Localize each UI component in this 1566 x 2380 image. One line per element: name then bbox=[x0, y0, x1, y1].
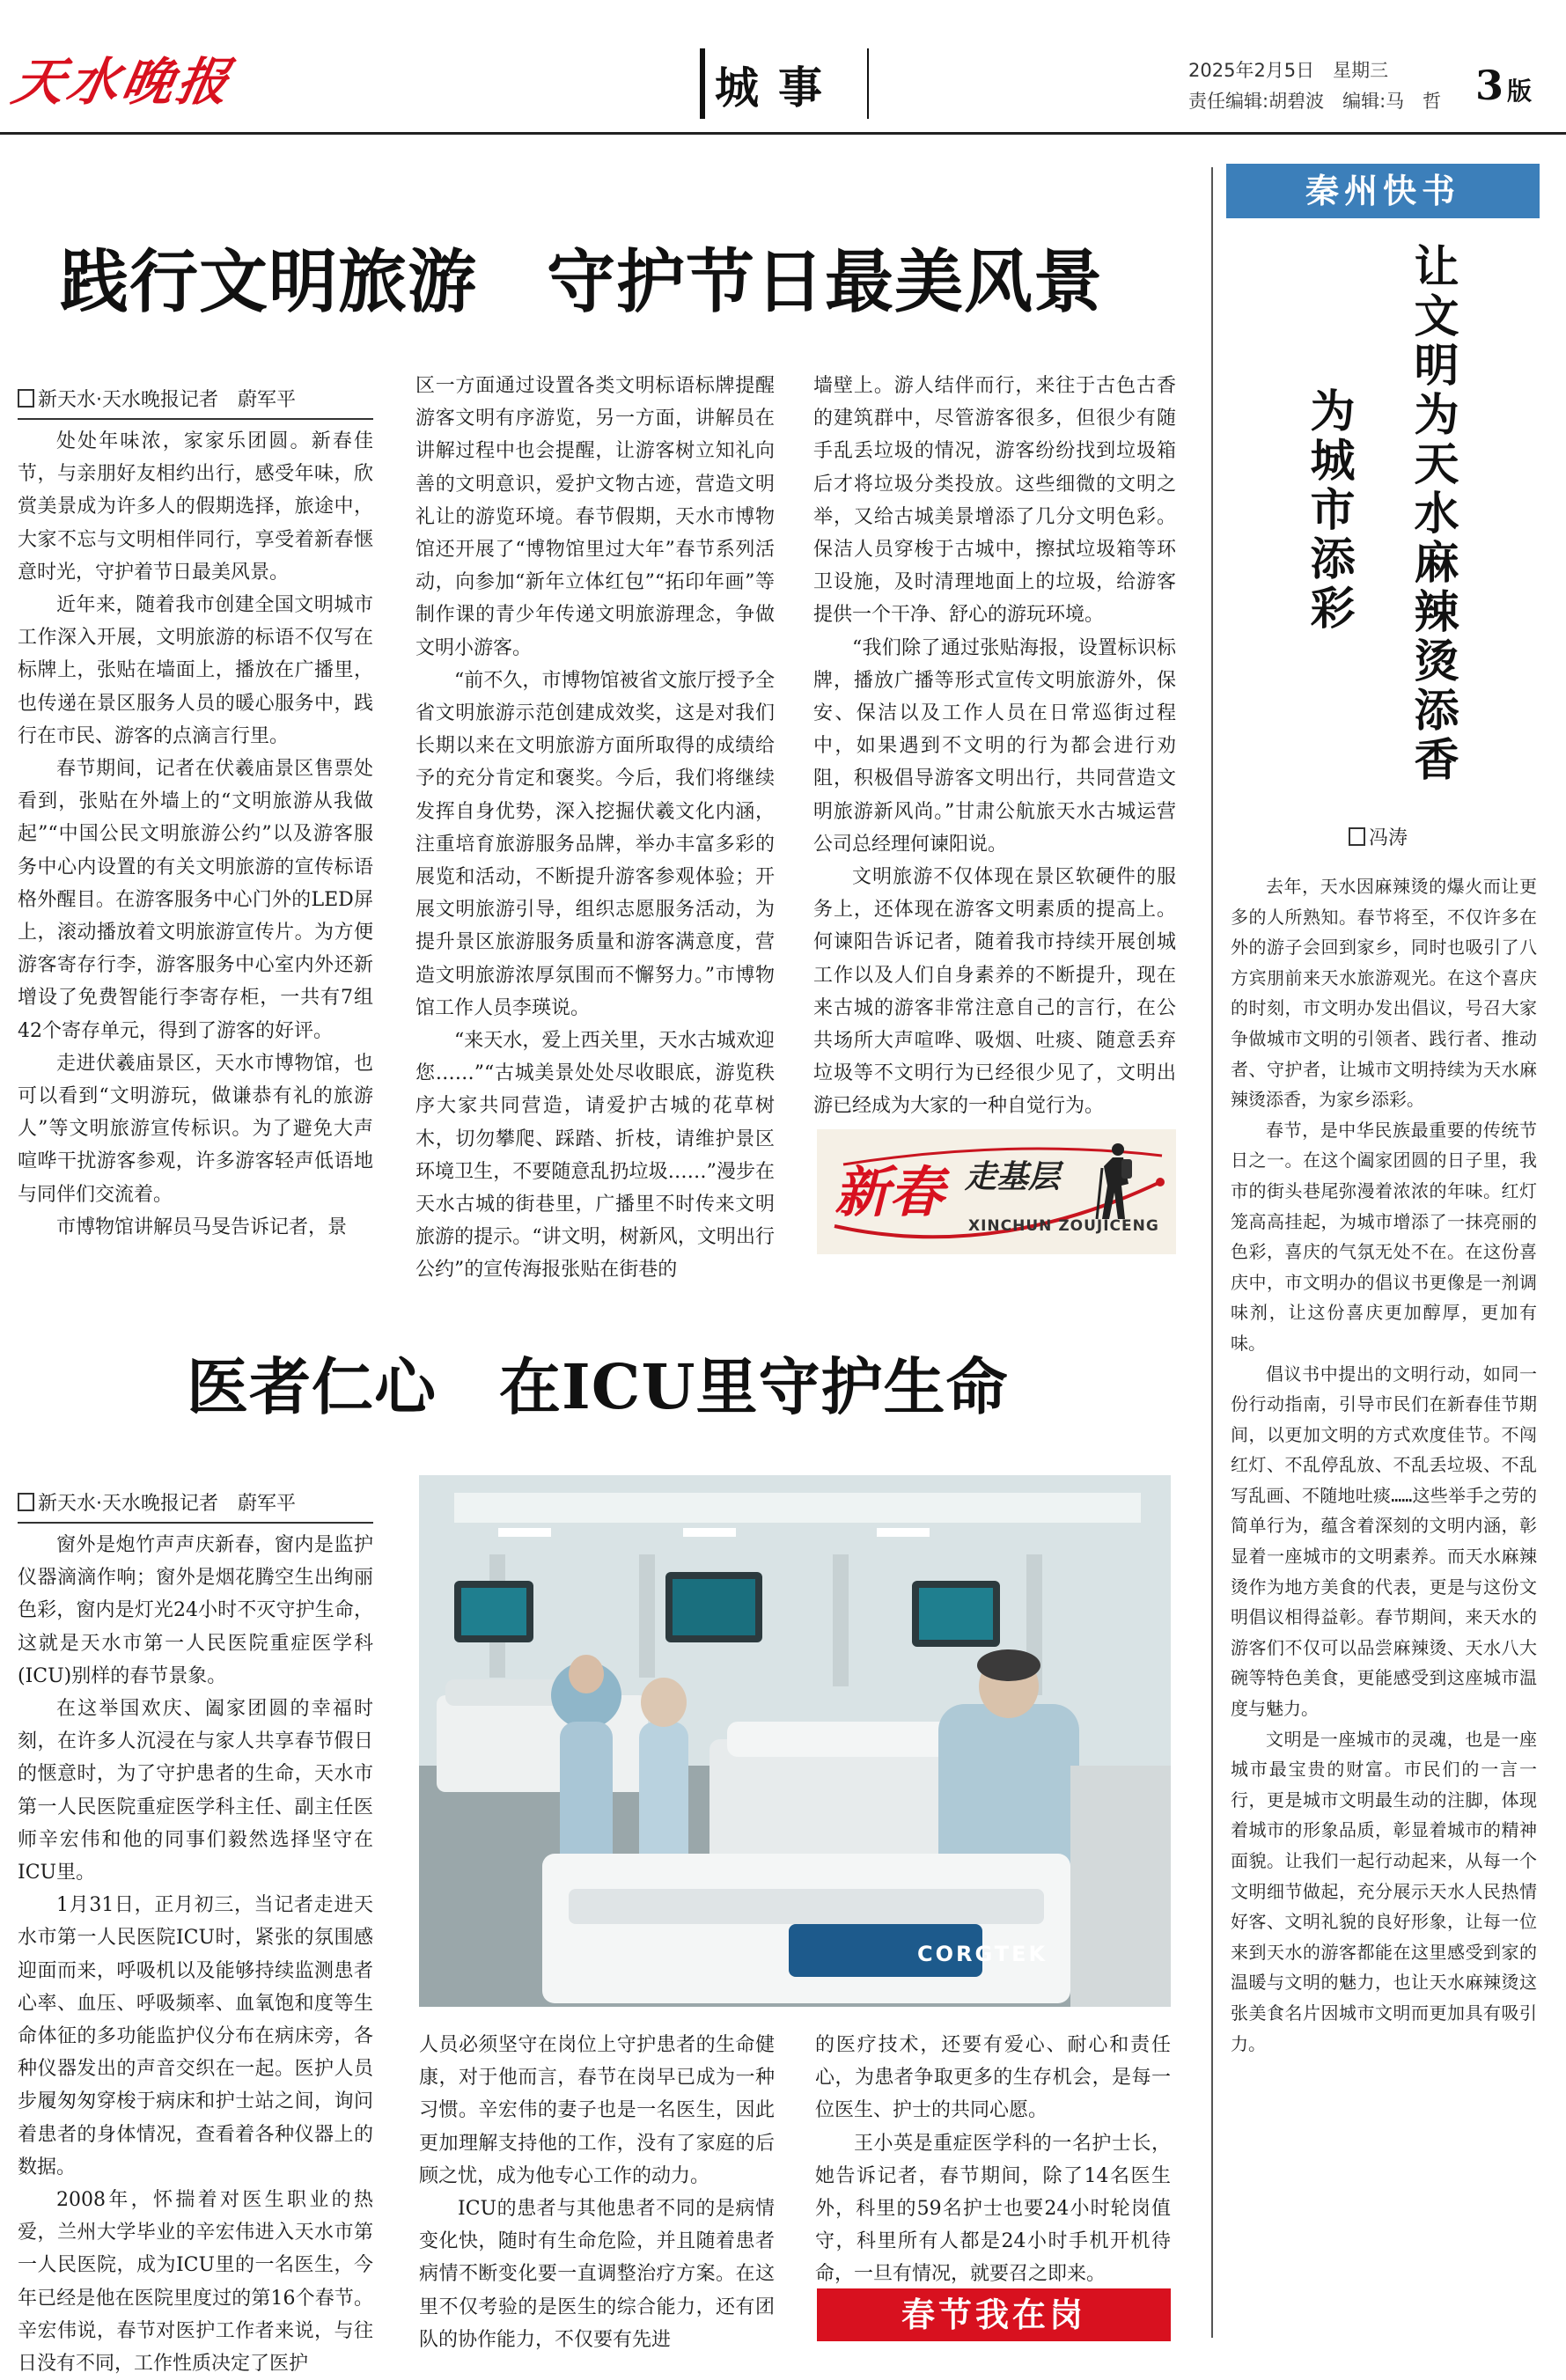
hiker-icon bbox=[1095, 1142, 1137, 1226]
byline-box-icon bbox=[18, 389, 34, 408]
section-bracket-right bbox=[867, 48, 869, 119]
photo-monitor-label: CORGTEK bbox=[917, 1942, 1048, 1966]
sidebar-title-line2: 为城市添彩 bbox=[1302, 387, 1355, 634]
paragraph: “我们除了通过张贴海报，设置标识标牌，播放广播等形式宣传文明旅游外，保安、保洁以及工作人员在日常巡街过程中，如果遇到不文明的行为都会进行劝阻，积极倡导游客文明出行，共同营造文明旅游新风尚。”甘肃公航旅天水古城运营公司总经理何谏阳说。 bbox=[813, 636, 1176, 856]
xinchun-zoujiceng-badge bbox=[817, 1129, 1176, 1254]
section-title: 城事 bbox=[715, 62, 842, 114]
paragraph: 人员必须坚守在岗位上守护患者的生命健康，对于他而言，春节在岗早已成为一种习惯。辛宏伟的妻子也是一名医生，因此更加理解支持他的工作，没有了家庭的后顾之忧，成为他专心工作的动力。 bbox=[419, 2034, 775, 2187]
paragraph: 的医疗技术，还要有爱心、耐心和责任心，为患者争取更多的生存机会，是每一位医生、护士的共同心愿。 bbox=[815, 2034, 1171, 2122]
badge-sub-text: 走基层 bbox=[965, 1158, 1061, 1195]
date-line: 2025年2月5日 星期三 bbox=[1188, 60, 1389, 81]
headline-article2: 医者仁心 在ICU里守护生命 bbox=[187, 1350, 1009, 1423]
sidebar-title-line1: 让文明为天水麻辣烫添香 bbox=[1406, 243, 1459, 785]
on-duty-banner-text: 春节我在岗 bbox=[901, 2295, 1086, 2334]
article2-column-3 bbox=[815, 2029, 1171, 2291]
masthead-logo: 天水晚报 bbox=[8, 52, 238, 112]
article2-column-2 bbox=[419, 2029, 775, 2356]
paragraph: 区一方面通过设置各类文明标语标牌提醒游客文明有序游览，另一方面，讲解员在讲解过程中也会提醒，让游客树立知礼向善的文明意识，爱护文物古迹，营造文明礼让的游览环境。春节假期，天水市博物馆还开展了“博物馆里过大年”春节系列活动，向参加“新年立体红包”“拓印年画”等制作课的青少年传递文明旅游理念，争做文明小游客。 bbox=[415, 375, 775, 659]
sidebar-rule bbox=[1211, 167, 1213, 2338]
paragraph: 走进伏羲庙景区，天水市博物馆，也可以看到“文明游玩，做谦恭有礼的旅游人”等文明旅游宣传标识。为了避免大声喧哗干扰游客参观，许多游客轻声低语地与同伴们交流着。 bbox=[18, 1052, 373, 1206]
icu-photo bbox=[419, 1475, 1171, 2007]
sidebar-author: 冯涛 bbox=[1349, 823, 1408, 850]
byline-box-icon bbox=[18, 1493, 34, 1511]
paragraph: 窗外是炮竹声声庆新春，窗内是监护仪器滴滴作响；窗外是烟花腾空生出绚丽色彩，窗内是灯光24小时不灭守护生命，这就是天水市第一人民医院重症医学科(ICU)别样的春节景象。 bbox=[18, 1534, 373, 1687]
badge-main-text: 新春 bbox=[834, 1160, 945, 1224]
article1-column-2 bbox=[415, 370, 775, 1287]
paragraph: 文明旅游不仅体现在景区软硬件的服务上，还体现在游客文明素质的提高上。何谏阳告诉记者，随着我市持续开展创城工作以及人们自身素养的不断提升，现在来古城的游客非常注意自己的言行，在公共场所大声喧哗、吸烟、吐痰、随意丢弃垃圾等不文明行为已经很少见了，文明出游已经成为大家的一种自觉行为。 bbox=[813, 866, 1176, 1118]
paragraph: 2008年，怀揣着对医生职业的热爱，兰州大学毕业的辛宏伟进入天水市第一人民医院，成为ICU里的一名医生，今年已经是他在医院里度过的第16个春节。辛宏伟说，春节对医护工作者来说，与往日没有不同，工作性质决定了医护 bbox=[18, 2189, 373, 2376]
paragraph: 1月31日，正月初三，当记者走进天水市第一人民医院ICU时，紧张的氛围感迎面而来，呼吸机以及能够持续监测患者心率、血压、呼吸频率、血氧饱和度等生命体征的多功能监护仪分布在病床旁，各种仪器发出的声音交织在一起。医护人员步履匆匆穿梭于病床和护士站之间，询问着患者的身体情况，查看着各种仪器上的数据。 bbox=[18, 1894, 373, 2178]
paragraph: 在这举国欢庆、阖家团圆的幸福时刻，在许多人沉浸在与家人共享春节假日的惬意时，为了守护患者的生命，天水市第一人民医院重症医学科主任、副主任医师辛宏伟和他的同事们毅然选择坚守在ICU里。 bbox=[18, 1698, 373, 1884]
badge-dot bbox=[1156, 1178, 1165, 1186]
sidebar-column-header bbox=[1226, 164, 1540, 218]
on-duty-banner bbox=[817, 2288, 1171, 2341]
icu-photo-illustration bbox=[419, 1475, 1171, 2007]
sidebar-column-title: 秦州快书 bbox=[1305, 171, 1460, 210]
article1-column-1 bbox=[18, 384, 373, 1244]
page-number: 3 bbox=[1475, 62, 1504, 109]
sidebar-body bbox=[1231, 871, 1537, 2059]
badge-pinyin: XINCHUN ZOUJICENG bbox=[968, 1217, 1159, 1235]
paragraph: 春节期间，记者在伏羲庙景区售票处看到，张贴在外墙上的“文明旅游从我做起”“中国公民文明旅游公约”以及游客服务中心内设置的有关文明旅游的宣传标语格外醒目。在游客服务中心门外的LED屏上，滚动播放着文明旅游宣传片。为方便游客寄存行李，游客服务中心室内外还新增设了免费智能行李寄存柜，一共有7组42个寄存单元，得到了游客的好评。 bbox=[18, 758, 373, 1042]
paragraph: 文明是一座城市的灵魂，也是一座城市最宝贵的财富。市民们的一言一行，更是城市文明最生动的注脚，体现着城市的形象品质，彰显着城市的精神面貌。让我们一起行动起来，从每一个文明细节做起，充分展示天水人民热情好客、文明礼貌的良好形象，让每一位来到天水的游客都能在这里感受到家的温暖与文明的魅力，也让天水麻辣烫这张美食名片因城市文明而更加具有吸引力。 bbox=[1231, 1728, 1537, 2054]
paragraph: 近年来，随着我市创建全国文明城市工作深入开展，文明旅游的标语不仅写在标牌上，张贴在墙面上，播放在广播里，也传递在景区服务人员的暖心服务中，践行在市民、游客的点滴言行里。 bbox=[18, 594, 373, 747]
editors-line: 责任编辑:胡碧波 编辑:马 哲 bbox=[1188, 91, 1442, 112]
byline-article2: 新天水·天水晚报记者 蔚军平 bbox=[18, 1488, 373, 1524]
paragraph: 处处年味浓，家家乐团圆。新春佳节，与亲朋好友相约出行，感受年味，欣赏美景成为许多人的假期选择，旅途中，大家不忘与文明相伴同行，享受着新春惬意时光，守护着节日最美风景。 bbox=[18, 430, 373, 584]
paragraph: 去年，天水因麻辣烫的爆火而让更多的人所熟知。春节将至，不仅许多在外的游子会回到家乡，同时也吸引了八方宾朋前来天水旅游观光。在这个喜庆的时刻，市文明办发出倡议，号召大家争做城市文明的引领者、践行者、推动者、守护者，让城市文明持续为天水麻辣烫添香，为家乡添彩。 bbox=[1231, 876, 1537, 1111]
section-bracket-left bbox=[700, 48, 705, 119]
page-unit: 版 bbox=[1507, 77, 1533, 106]
article2-column-1 bbox=[18, 1488, 373, 2380]
paragraph: 春节，是中华民族最重要的传统节日之一。在这个阖家团圆的日子里，我市的街头巷尾弥漫着浓浓的年味。红灯笼高高挂起，为城市增添了一抹亮丽的色彩，喜庆的气氛无处不在。在这份喜庆中，市文明办的倡议书更像是一剂调味剂，让这份喜庆更加醇厚，更加有味。 bbox=[1231, 1119, 1537, 1354]
headline-article1: 践行文明旅游 守护节日最美风景 bbox=[60, 242, 1104, 322]
paragraph: 王小英是重症医学科的一名护士长，她告诉记者，春节期间，除了14名医生外，科里的59名护士也要24小时轮岗值守，科里所有人都是24小时手机开机待命，一旦有情况，就要召之即来。 bbox=[815, 2132, 1171, 2286]
paragraph: 倡议书中提出的文明行动，如同一份行动指南，引导市民们在新春佳节期间，以更加文明的方式欢度佳节。不闯红灯、不乱停乱放、不乱丢垃圾、不乱写乱画、不随地吐痰……这些举手之劳的简单行为，蕴含着深刻的文明内涵，彰显着一座城市的文明素养。而天水麻辣烫作为地方美食的代表，更是与这份文明倡议相得益彰。春节期间，来天水的游客们不仅可以品尝麻辣烫、天水八大碗等特色美食，更能感受到这座城市温度与魅力。 bbox=[1231, 1363, 1537, 1720]
author-box-icon bbox=[1349, 827, 1365, 846]
masthead-rule bbox=[0, 132, 1566, 135]
paragraph: ICU的患者与其他患者不同的是病情变化快，随时有生命危险，并且随着患者病情不断变化要一直调整治疗方案。在这里不仅考验的是医生的综合能力，还有团队的协作能力，不仅要有先进 bbox=[419, 2198, 775, 2351]
paragraph: 市博物馆讲解员马旻告诉记者，景 bbox=[56, 1216, 348, 1238]
paragraph: 墙壁上。游人结伴而行，来往于古色古香的建筑群中，尽管游客很多，但很少有随手乱丢垃圾的情况，游客纷纷找到垃圾箱后才将垃圾分类投放。这些细微的文明之举，又给古城美景增添了几分文明色彩。保洁人员穿梭于古城中，擦拭垃圾箱等环卫设施，及时清理地面上的垃圾，给游客提供一个干净、舒心的游玩环境。 bbox=[813, 375, 1176, 627]
byline-article1: 新天水·天水晚报记者 蔚军平 bbox=[18, 384, 373, 420]
paragraph: “前不久，市博物馆被省文旅厅授予全省文明旅游示范创建成效奖，这是对我们长期以来在文明旅游方面所取得的成绩给予的充分肯定和褒奖。今后，我们将继续发挥自身优势，深入挖掘伏羲文化内涵，注重培育旅游服务品牌，举办丰富多彩的展览和活动，不断提升游客参观体验；开展文明旅游引导，组织志愿服务活动，为提升景区旅游服务质量和游客满意度，营造文明旅游浓厚氛围而不懈努力。”市博物馆工作人员李瑛说。 bbox=[415, 669, 775, 1019]
paragraph: “来天水，爱上西关里，天水古城欢迎您……”“古城美景处处尽收眼底，游览秩序大家共同营造，请爱护古城的花草树木，切勿攀爬、踩踏、折枝，请维护景区环境卫生，不要随意乱扔垃圾……”漫步在天水古城的街巷里，广播里不时传来文明旅游的提示。“讲文明，树新风，文明出行公约”的宣传海报张贴在街巷的 bbox=[415, 1030, 775, 1282]
article1-column-3 bbox=[813, 370, 1176, 1123]
